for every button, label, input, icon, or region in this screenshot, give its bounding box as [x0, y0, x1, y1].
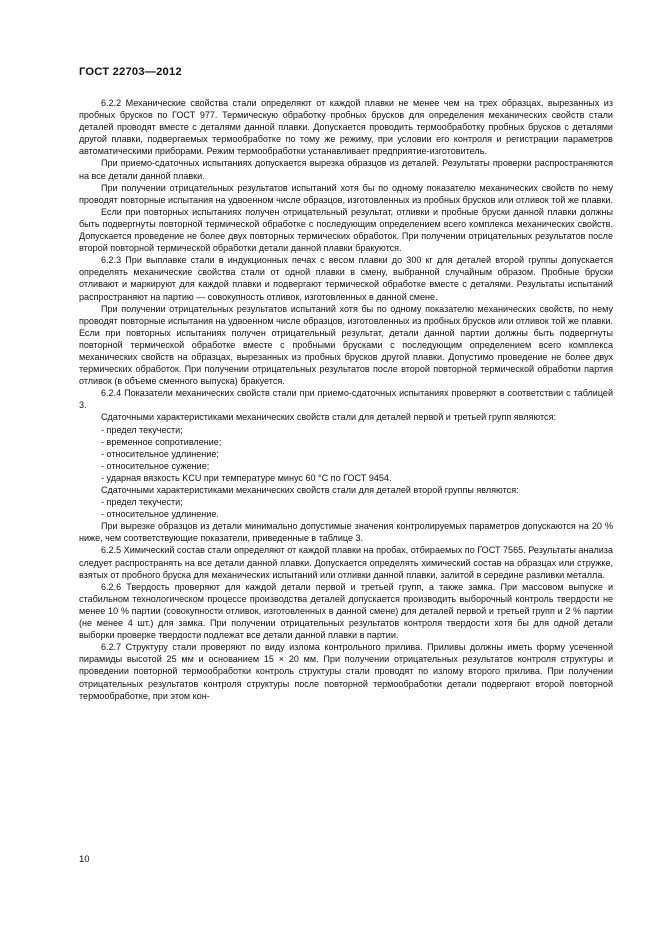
- list-item: - временное сопротивление;: [101, 436, 222, 447]
- list-item: - предел текучести;: [101, 497, 183, 508]
- list-item: - ударная вязкость KCU при температуре минус 60 °С по ГОСТ 9454.: [101, 472, 392, 483]
- list-item: - относительное сужение;: [101, 460, 210, 471]
- paragraph: При получении отрицательных результатов испытаний хотя бы по одному показателю механических свойств, по нему проводят повторные испытания на удвоенном числе образцов, изготовленных из пробных брусков или отливок той же плавки. Если при повторных испытаниях получен отрицательный результат, детали данной партии должны быть подвергнуты повторной термической обработке вместе с пробными брусками с последующим определением всего комплекса механических свойств на образцах, вырезанных из пробных брусков другой плавки. Допустимо проведение не более двух термических обработок. При получении отрицательных результатов после второй повторной термической обработки партия отливок (в объеме сменного выпуска) бракуется.: [79, 303, 613, 387]
- paragraph-6-2-2: 6.2.2 Механические свойства стали определяют от каждой плавки не менее чем на трех образцах, вырезанных из пробных брусков по ГОСТ 977. Термическую обработку пробных брусков для определения механических свойств стали деталей проводят вместе с деталями данной плавки. Допускается проводить термообработку пробных брусков с деталями другой плавки, подвергаемых термообработке по тому же режиму, при условии его контроля и регистрации параметров автоматическими приборами. Режим термообработки устанавливает предприятие-изготовитель.: [79, 98, 613, 157]
- page-number: 10: [79, 854, 90, 865]
- paragraph: Сдаточными характеристиками механических свойств стали для деталей второй группы являются:: [101, 485, 519, 495]
- paragraph-6-2-7: 6.2.7 Структуру стали проверяют по виду излома контрольного прилива. Приливы должны иметь форму усеченной пирамиды высотой 25 мм и основанием 15 × 20 мм. При получении отрицательных результатов контроля структуры и проведении повторной термообработки контроль структуры стали проводят по излому второго прилива. При получении отрицательных результатов контроля структуры после повторной термообработки детали подвергают второй повторной термообработке, при этом кон-: [79, 642, 613, 701]
- list-item: - относительное удлинение;: [101, 448, 219, 459]
- paragraph-6-2-4: 6.2.4 Показатели механических свойств стали при приемо-сдаточных испытаниях проверяют в соответствии с таблицей 3.: [79, 388, 613, 411]
- paragraph: При приемо-сдаточных испытаниях допускается вырезка образцов из деталей. Результаты проверки распространяются на все детали данной плавки.: [79, 158, 613, 181]
- paragraph: Сдаточными характеристиками механических свойств стали для деталей первой и третьей групп являются:: [101, 412, 556, 423]
- paragraph: При вырезке образцов из детали минимально допустимые значения контролируемых параметров допускаются на 20 % ниже, чем соответствующие показатели, приведенные в таблице 3.: [79, 521, 613, 544]
- list-item: - предел текучести;: [101, 424, 183, 435]
- document-header: ГОСТ 22703—2012: [79, 66, 182, 78]
- paragraph: При получении отрицательных результатов испытаний хотя бы по одному показателю механических свойств по нему проводят повторные испытания на удвоенном числе образцов, изготовленных из пробных брусков или отливок той же плавки.: [79, 182, 613, 205]
- paragraph-6-2-5: 6.2.5 Химический состав стали определяют от каждой плавки на пробах, отбираемых по ГОСТ 7565. Результаты анализа следует распространять на все детали данной плавки. Допускается определять химический состав на образцах или стружке, взятых от пробного бруска для механических испытаний или отливки данной плавки, залитой в середине разливки металла.: [79, 545, 613, 580]
- paragraph-6-2-3: 6.2.3 При выплавке стали в индукционных печах с весом плавки до 300 кг для деталей второй группы допускается определять механические свойства стали от одной плавки в смену, выбранной случайным образом. Пробные бруски отливают и маркируют для каждой плавки и подвергают термической обработке вместе с деталями. Результаты испытаний распространяют на партию — совокупность отливок, изготовленных в данной смене.: [79, 255, 613, 302]
- document-body: [79, 97, 613, 702]
- paragraph-6-2-6: 6.2.6 Твердость проверяют для каждой детали первой и третьей групп, а также замка. При массовом выпуске и стабильном технологическом процессе производства деталей допускается производить выборочный контроль твердости не менее 10 % партии (совокупности отливок, изготовленных в данной смене) для деталей первой и третьей групп и 2 % партии (не менее 4 шт.) для замка. При получении отрицательных результатов контроля твердости хотя бы для одной детали выборки проверке твердости подлежат все детали данной плавки в партии.: [79, 581, 613, 641]
- list-item: - относительное удлинение.: [101, 509, 219, 520]
- paragraph: Если при повторных испытаниях получен отрицательный результат, отливки и пробные бруски данной плавки должны быть подвергнуты повторной термической обработке с последующим определением всего комплекса механических свойств. Допускается проведение не более двух повторных термических обработок. При получении отрицательных результатов после второй повторной термической обработки детали данной плавки бракуются.: [79, 206, 613, 254]
